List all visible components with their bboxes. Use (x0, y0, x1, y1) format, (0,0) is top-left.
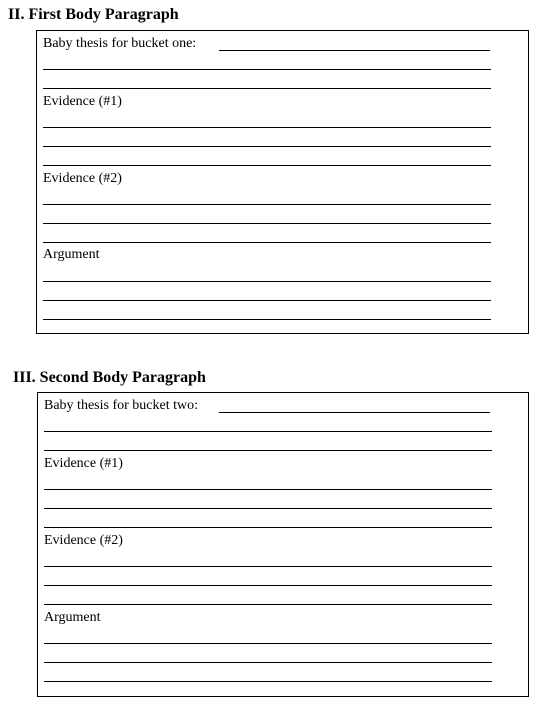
thesis-label: Baby thesis for bucket two: (44, 398, 198, 413)
argument-answer-line[interactable] (44, 681, 492, 682)
first-body-paragraph-box (36, 30, 529, 334)
evidence-2-label: Evidence (#2) (43, 171, 122, 186)
evidence-1-answer-line[interactable] (43, 165, 491, 166)
argument-answer-line[interactable] (43, 300, 491, 301)
argument-label: Argument (44, 610, 101, 625)
second-body-paragraph-box (37, 392, 529, 697)
thesis-answer-line[interactable] (43, 69, 491, 70)
section-heading-first-body-paragraph: II. First Body Paragraph (8, 6, 179, 23)
evidence-2-answer-line[interactable] (44, 585, 492, 586)
evidence-1-answer-line[interactable] (44, 489, 492, 490)
evidence-2-answer-line[interactable] (44, 566, 492, 567)
thesis-answer-line[interactable] (219, 50, 490, 51)
evidence-1-answer-line[interactable] (43, 127, 491, 128)
thesis-label: Baby thesis for bucket one: (43, 36, 197, 51)
thesis-answer-line[interactable] (219, 412, 490, 413)
evidence-2-answer-line[interactable] (43, 242, 491, 243)
evidence-1-answer-line[interactable] (43, 146, 491, 147)
argument-label: Argument (43, 247, 100, 262)
argument-answer-line[interactable] (44, 662, 492, 663)
evidence-2-label: Evidence (#2) (44, 533, 123, 548)
thesis-answer-line[interactable] (44, 431, 492, 432)
evidence-2-answer-line[interactable] (43, 204, 491, 205)
evidence-1-answer-line[interactable] (44, 527, 492, 528)
thesis-answer-line[interactable] (44, 450, 492, 451)
argument-answer-line[interactable] (43, 319, 491, 320)
evidence-1-label: Evidence (#1) (43, 94, 122, 109)
evidence-2-answer-line[interactable] (43, 223, 491, 224)
argument-answer-line[interactable] (43, 281, 491, 282)
evidence-1-label: Evidence (#1) (44, 456, 123, 471)
evidence-2-answer-line[interactable] (44, 604, 492, 605)
thesis-answer-line[interactable] (43, 88, 491, 89)
section-heading-second-body-paragraph: III. Second Body Paragraph (13, 369, 206, 386)
argument-answer-line[interactable] (44, 643, 492, 644)
evidence-1-answer-line[interactable] (44, 508, 492, 509)
